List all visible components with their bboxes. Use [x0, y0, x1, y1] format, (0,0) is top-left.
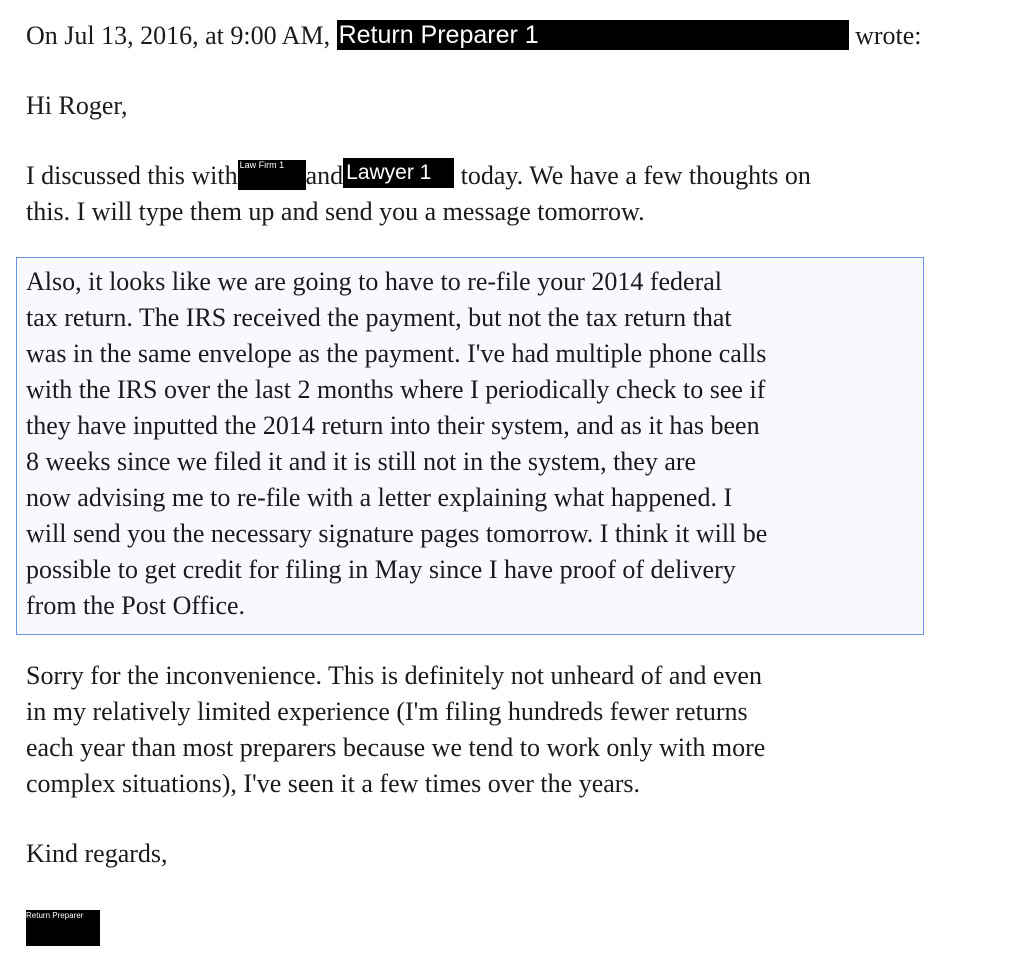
header-prefix: On Jul 13, 2016, at 9:00 AM,	[26, 21, 331, 50]
paragraph-line: tax return. The IRS received the payment, but not the tax return that	[26, 303, 732, 332]
text-segment: I discussed this with	[26, 161, 238, 190]
paragraph-line: 8 weeks since we filed it and it is still not in the system, they are	[26, 447, 697, 476]
text-segment: and	[305, 161, 344, 190]
paragraph-line: Sorry for the inconvenience. This is definitely not unheard of and even	[26, 661, 762, 690]
sender-redaction-box: Return Preparer 1	[337, 20, 849, 50]
paragraph-line: now advising me to re-file with a letter explaining what happened. I	[26, 483, 733, 512]
lawyer-redaction-box: Lawyer 1	[343, 158, 454, 188]
header-suffix: wrote:	[855, 21, 922, 50]
paragraph-apology	[26, 658, 765, 802]
paragraph-line	[26, 158, 811, 194]
paragraph-line: complex situations), I've seen it a few times over the years.	[26, 769, 641, 798]
signature-redaction-box: Return Preparer	[26, 910, 100, 946]
law-firm-redaction-box: Law Firm 1	[238, 160, 306, 190]
paragraph-line: Also, it looks like we are going to have to re-file your 2014 federal	[26, 267, 723, 296]
closing: Kind regards,	[26, 839, 168, 868]
paragraph-line: was in the same envelope as the payment. I've had multiple phone calls	[26, 339, 767, 368]
paragraph-line: with the IRS over the last 2 months where I periodically check to see if	[26, 375, 766, 404]
quoted-header	[26, 18, 922, 54]
paragraph-line: they have inputted the 2014 return into their system, and as it has been	[26, 411, 760, 440]
text-segment: today. We have a few thoughts on	[460, 161, 811, 190]
paragraph-discussion	[26, 158, 811, 230]
paragraph-line: in my relatively limited experience (I'm filing hundreds fewer returns	[26, 697, 748, 726]
paragraph-line: will send you the necessary signature pages tomorrow. I think it will be	[26, 519, 768, 548]
paragraph-line: possible to get credit for filing in May since I have proof of delivery	[26, 555, 736, 584]
paragraph-line: each year than most preparers because we tend to work only with more	[26, 733, 766, 762]
greeting: Hi Roger,	[26, 91, 128, 120]
paragraph-line: from the Post Office.	[26, 591, 246, 620]
paragraph-line: this. I will type them up and send you a message tomorrow.	[26, 197, 645, 226]
paragraph-refile	[26, 264, 767, 624]
